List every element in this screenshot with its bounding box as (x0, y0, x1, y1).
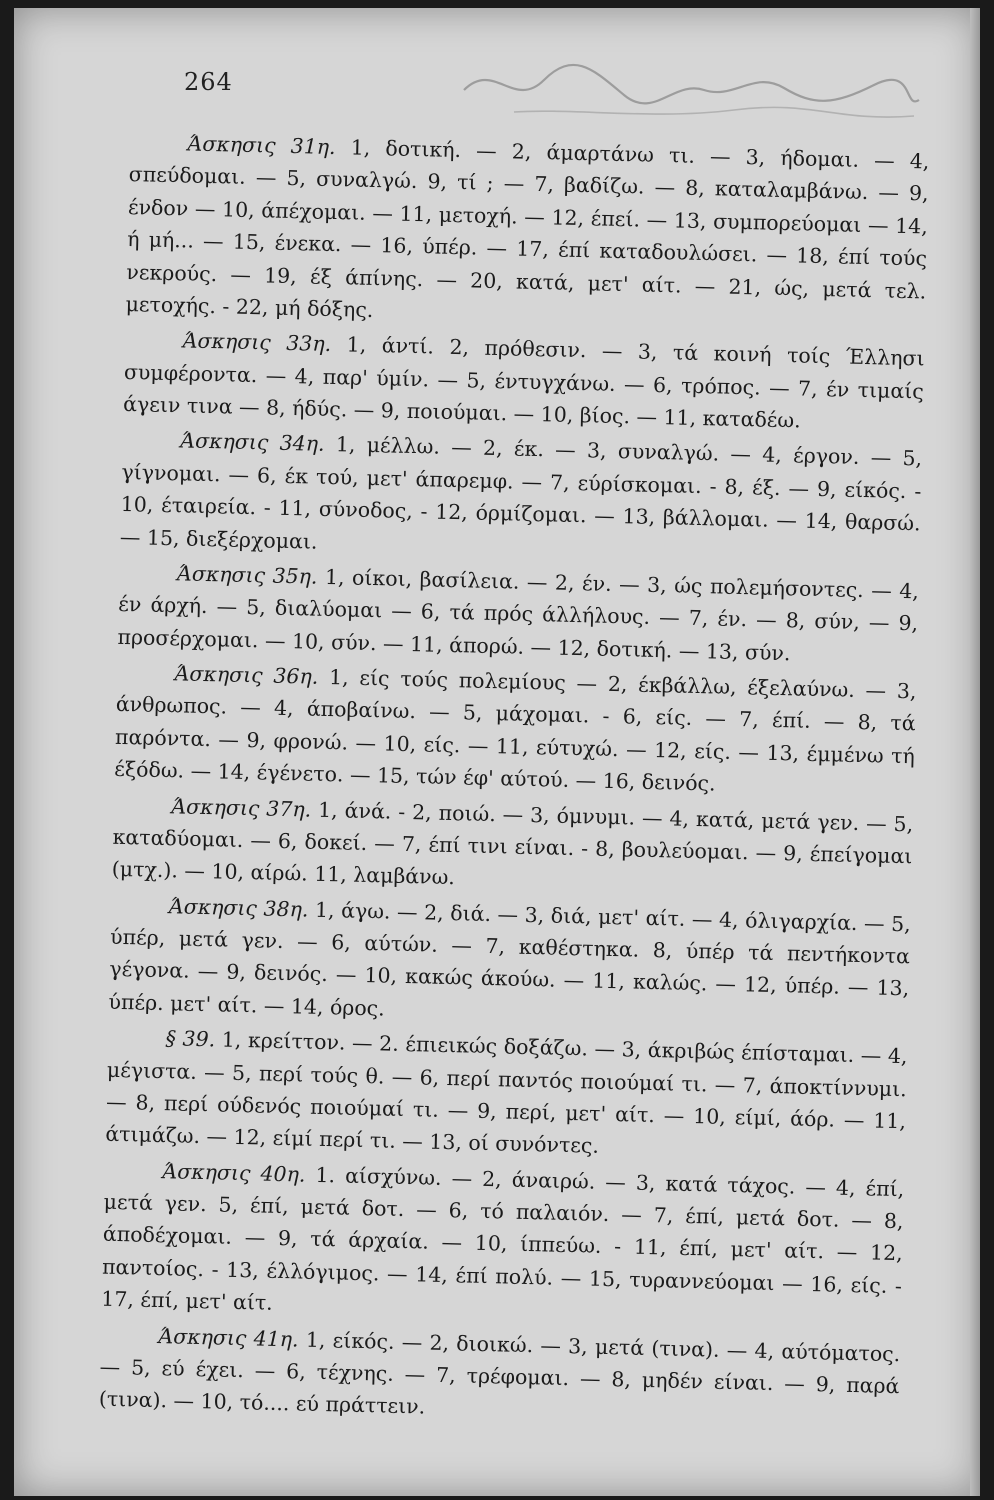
exercise-text: 1, άνά. - 2, ποιώ. — 3, όμνυμι. — 4, κατά, μετά γεν. — 5, καταδύομαι. — 6, δοκεί. — 7, έπί τινι είναι. - 8, βουλεύομαι. — 9, έπείγομαι (μτχ.). — 10, αίρώ. 11, λαμβάνω. (111, 797, 914, 890)
exercise-text: 1, δοτική. — 2, άμαρτάνω τι. — 3, ήδομαι. — 4, σπεύδομαι. — 5, συναλγώ. 9, τί ; — 7, βαδίζω. — 8, καταλαμβάνω. — 9, ένδον — 10, άπέχομαι. — 11, μετοχή. — 12, έπεί. — 13, συμπορεύομαι — 14, ή μή... — 15, ένεκα. — 16, ύπέρ. — 17, έπί καταδουλώσει. — 18, έπί τούς νεκρούς. — 19, έξ άπίνης. — 20, κατά, μετ' αίτ. — 21, ώς, μετά τελ. μετοχής. - 22, μή δόξης. (125, 135, 930, 322)
exercise-entry (123, 323, 925, 440)
exercise-entry (108, 888, 911, 1037)
book-page (14, 8, 980, 1496)
exercise-text: 1, άγω. — 2, διά. — 3, διά, μετ' αίτ. — 4, όλιγαρχία. — 5, ύπέρ, μετά γεν. — 6, αύτών. — 7, καθέστηκα. 8, ύπέρ τά πεντήκοντα γέγονα. — 9, δεινός. — 10, κακώς άκούω. — 11, καλώς. — 12, ύπέρ. — 13, ύπέρ. μετ' αίτ. — 14, όρος. (108, 897, 912, 1021)
exercise-entry (114, 656, 917, 805)
exercise-text: 1, κρείττον. — 2. έπιεικώς δοξάζω. — 3, άκριβώς έπίσταμαι. — 4, μέγιστα. — 5, περί τούς θ. — 6, περί παντός ποιούμαί τι. — 7, άποκτίννυμι. — 8, περί ούδενός ποιούμαί τι. — 9, περί, μετ' αίτ. — 10, είμί, άόρ. — 11, άτιμάζω. — 12, είμί περί τι. — 13, οί συνόντες. (105, 1027, 908, 1159)
exercise-text: 1, άντί. 2, πρόθεσιν. — 3, τά κοινή τοίς Έλλησι συμφέροντα. — 4, παρ' ύμίν. — 5, έντυγχάνω. — 6, τρόπος. — 7, έν τιμαίς άγειν τινα — 8, ήδύς. — 9, ποιούμαι. — 10, βίος. — 11, καταδέω. (122, 332, 925, 433)
exercise-label: Άσκησις 34η. (180, 428, 325, 457)
exercise-entry (105, 1021, 908, 1170)
exercise-label: § 39. (165, 1026, 216, 1052)
exercise-entry (117, 556, 919, 673)
exercise-text: 1, είκός. — 2, διοικώ. — 3, μετά (τινα). — 4, αύτόματος. — 5, εύ έχει. — 6, τέχνης. — 7, τρέφομαι. — 8, μηδέν είναι. — 9, παρά (τινα). — 10, τό.... εύ πράττειν. (98, 1327, 901, 1419)
exercise-text: 1. αίσχύνω. — 2, άναιρώ. — 3, κατά τάχος. — 4, έπί, μετά γεν. 5, έπί, μετά δοτ. — 6, τό παλαιόν. — 7, έπί, μετά δοτ. — 8, άποδέχομαι. — 9, τά άρχαία. — 10, ίππεύω. - 11, έπί, μετ' αίτ. — 12, παντοίος. - 13, έλλόγιμος. — 14, έπί πολύ. — 15, τυραννεύομαι — 16, είς. - 17, έπί, μετ' αίτ. (101, 1162, 905, 1315)
exercise-entry (101, 1153, 905, 1334)
exercise-label: Άσκησις 36η. (174, 661, 319, 689)
exercise-text: 1, μέλλω. — 2, έκ. — 3, συναλγώ. — 4, έργον. — 5, γίγνομαι. — 6, έκ τού, μετ' άπαρεμφ. — 7, εύρίσκομαι. - 8, έξ. — 9, είκός. - 10, έταιρεία. - 11, σύνοδος, - 12, όρμίζομαι. — 13, βάλλομαι. — 14, θαρσώ. — 15, διεξέρχομαι. (119, 432, 923, 554)
exercise-entry (98, 1318, 900, 1435)
exercise-answers (98, 126, 929, 1438)
exercise-label: Άσκησις 41η. (158, 1323, 299, 1351)
exercise-label: Άσκησις 31η. (187, 131, 336, 160)
exercise-text: 1, οίκοι, βασίλεια. — 2, έν. — 3, ώς πολεμήσοντες. — 4, έν άρχή. — 5, διαλύομαι — 6, τά πρός άλλήλους. — 7, έν. — 8, σύν, — 9, προσέρχομαι. — 10, σύν. — 11, άπορώ. — 12, δοτική. — 13, σύν. (117, 564, 920, 665)
page-edge (970, 8, 980, 1496)
exercise-entry (120, 423, 923, 572)
exercise-entry (111, 788, 913, 905)
handwritten-annotation (454, 50, 924, 130)
exercise-label: Άσκησις 38η. (168, 893, 309, 922)
exercise-label: Άσκησις 40η. (162, 1158, 306, 1187)
page-number: 264 (184, 68, 233, 96)
exercise-label: Άσκησις 35η. (176, 561, 318, 589)
exercise-entry (125, 126, 930, 340)
exercise-text: 1, είς τούς πολεμίους — 2, έκβάλλω, έξελαύνω. — 3, άνθρωπος. — 4, άποβαίνω. — 5, μάχομαι. - 6, είς. — 7, έπί. — 8, τά παρόντα. — 9, φρονώ. — 10, είς. — 11, εύτυχώ. — 12, είς. — 13, έμμένω τή έξόδω. — 14, έγένετο. — 15, τών έφ' αύτού. — 16, δεινός. (113, 665, 917, 796)
exercise-label: Άσκησις 37η. (171, 793, 312, 822)
exercise-label: Άσκησις 33η. (182, 328, 332, 357)
